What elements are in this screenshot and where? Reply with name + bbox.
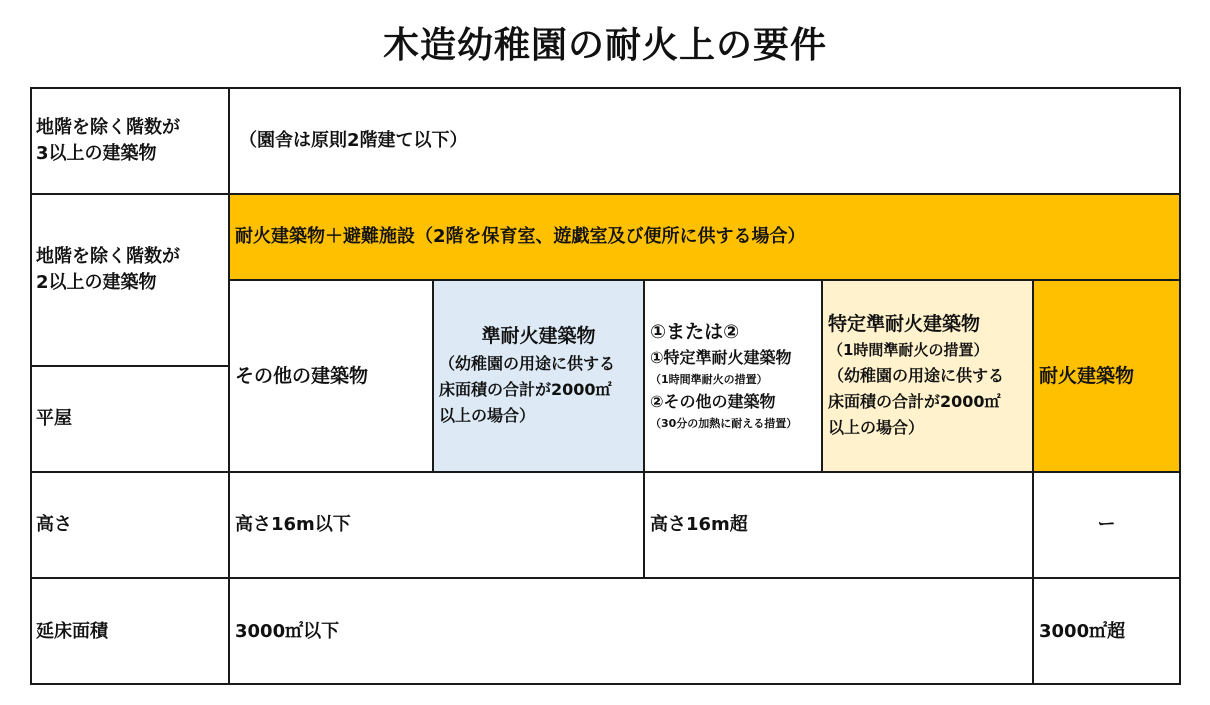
border-col-either-right — [821, 279, 823, 473]
row-header-height-label: 高さ — [36, 514, 72, 535]
height-none-cell — [1033, 472, 1180, 578]
specific-heading: 特定準耐火建築物 — [828, 313, 981, 335]
quasi-heading: 準耐火建築物 — [481, 325, 596, 347]
border-left — [30, 87, 32, 685]
border-header-right — [228, 87, 230, 685]
border-col-other-right — [432, 279, 434, 473]
row1-note-text: （園舎は原則2階建て以下） — [239, 129, 468, 151]
quasi-line2: 床面積の合計が2000㎡ — [439, 380, 612, 399]
row-header-floor-area — [30, 578, 229, 685]
height-le16-cell — [229, 472, 644, 578]
row2-banner-text: 耐火建築物＋避難施設（2階を保育室、遊戯室及び便所に供する場合） — [235, 226, 806, 247]
row-header-single — [30, 366, 229, 472]
row-header-3floors — [30, 87, 229, 194]
fireproof-label: 耐火建築物 — [1039, 365, 1135, 387]
row-header-3floors-line1: 地階を除く階数が — [36, 116, 180, 138]
either-heading: ①または② — [650, 321, 740, 343]
border-category-bottom — [30, 471, 1181, 473]
row-header-2floors — [30, 194, 229, 366]
requirements-table — [30, 87, 1181, 685]
fireproof-cell — [1033, 280, 1180, 472]
specific-note: （1時間準耐火の措置） — [828, 341, 989, 359]
area-le3000-cell — [229, 578, 1033, 685]
row-header-floor-area-label: 延床面積 — [36, 620, 108, 642]
row-header-2floors-line2: 2以上の建築物 — [36, 272, 157, 293]
border-header-split — [30, 365, 230, 367]
either-opt2: ②その他の建築物 — [650, 392, 776, 411]
row-header-height — [30, 472, 229, 578]
area-gt3000-cell — [1033, 578, 1180, 685]
height-gt16: 高さ16m超 — [650, 514, 748, 535]
quasi-line3: 以上の場合） — [439, 406, 536, 425]
border-banner-bottom — [229, 279, 1181, 281]
specific-line2: 床面積の合計が2000㎡ — [828, 392, 1001, 411]
quasi-fireproof-cell — [433, 280, 644, 472]
border-top — [30, 87, 1181, 89]
specific-line1: （幼稚園の用途に供する — [828, 366, 1005, 385]
either-opt1-note: （1時間準耐火の措置） — [650, 373, 768, 386]
height-le16: 高さ16m以下 — [235, 514, 351, 535]
either-cell — [644, 280, 822, 472]
area-le3000: 3000㎡以下 — [235, 620, 340, 642]
row2-banner — [229, 194, 1180, 280]
other-building-cell — [229, 280, 433, 472]
border-right — [1179, 87, 1181, 685]
row-header-single-label: 平屋 — [36, 408, 72, 429]
row-header-2floors-line1: 地階を除く階数が — [36, 246, 180, 267]
border-col-quasi-right — [643, 279, 645, 579]
row1-note — [229, 87, 1180, 194]
height-gt16-cell — [644, 472, 1033, 578]
border-height-bottom — [30, 577, 1181, 579]
row-header-3floors-line2: 3以上の建築物 — [36, 142, 157, 164]
border-col-specific-right — [1032, 279, 1034, 685]
height-dash: ー — [1097, 514, 1116, 535]
either-opt2-note: （30分の加熱に耐える措置） — [650, 417, 798, 430]
quasi-line1: （幼稚園の用途に供する — [439, 354, 616, 373]
page-title: 木造幼稚園の耐火上の要件 — [382, 25, 827, 66]
area-gt3000: 3000㎡超 — [1039, 620, 1126, 642]
specific-line3: 以上の場合） — [828, 418, 925, 437]
other-building-label: その他の建築物 — [235, 365, 369, 387]
border-row1-bottom — [30, 193, 1181, 195]
either-opt1: ①特定準耐火建築物 — [650, 348, 792, 367]
specific-quasi-cell — [822, 280, 1033, 472]
border-bottom — [30, 683, 1181, 685]
